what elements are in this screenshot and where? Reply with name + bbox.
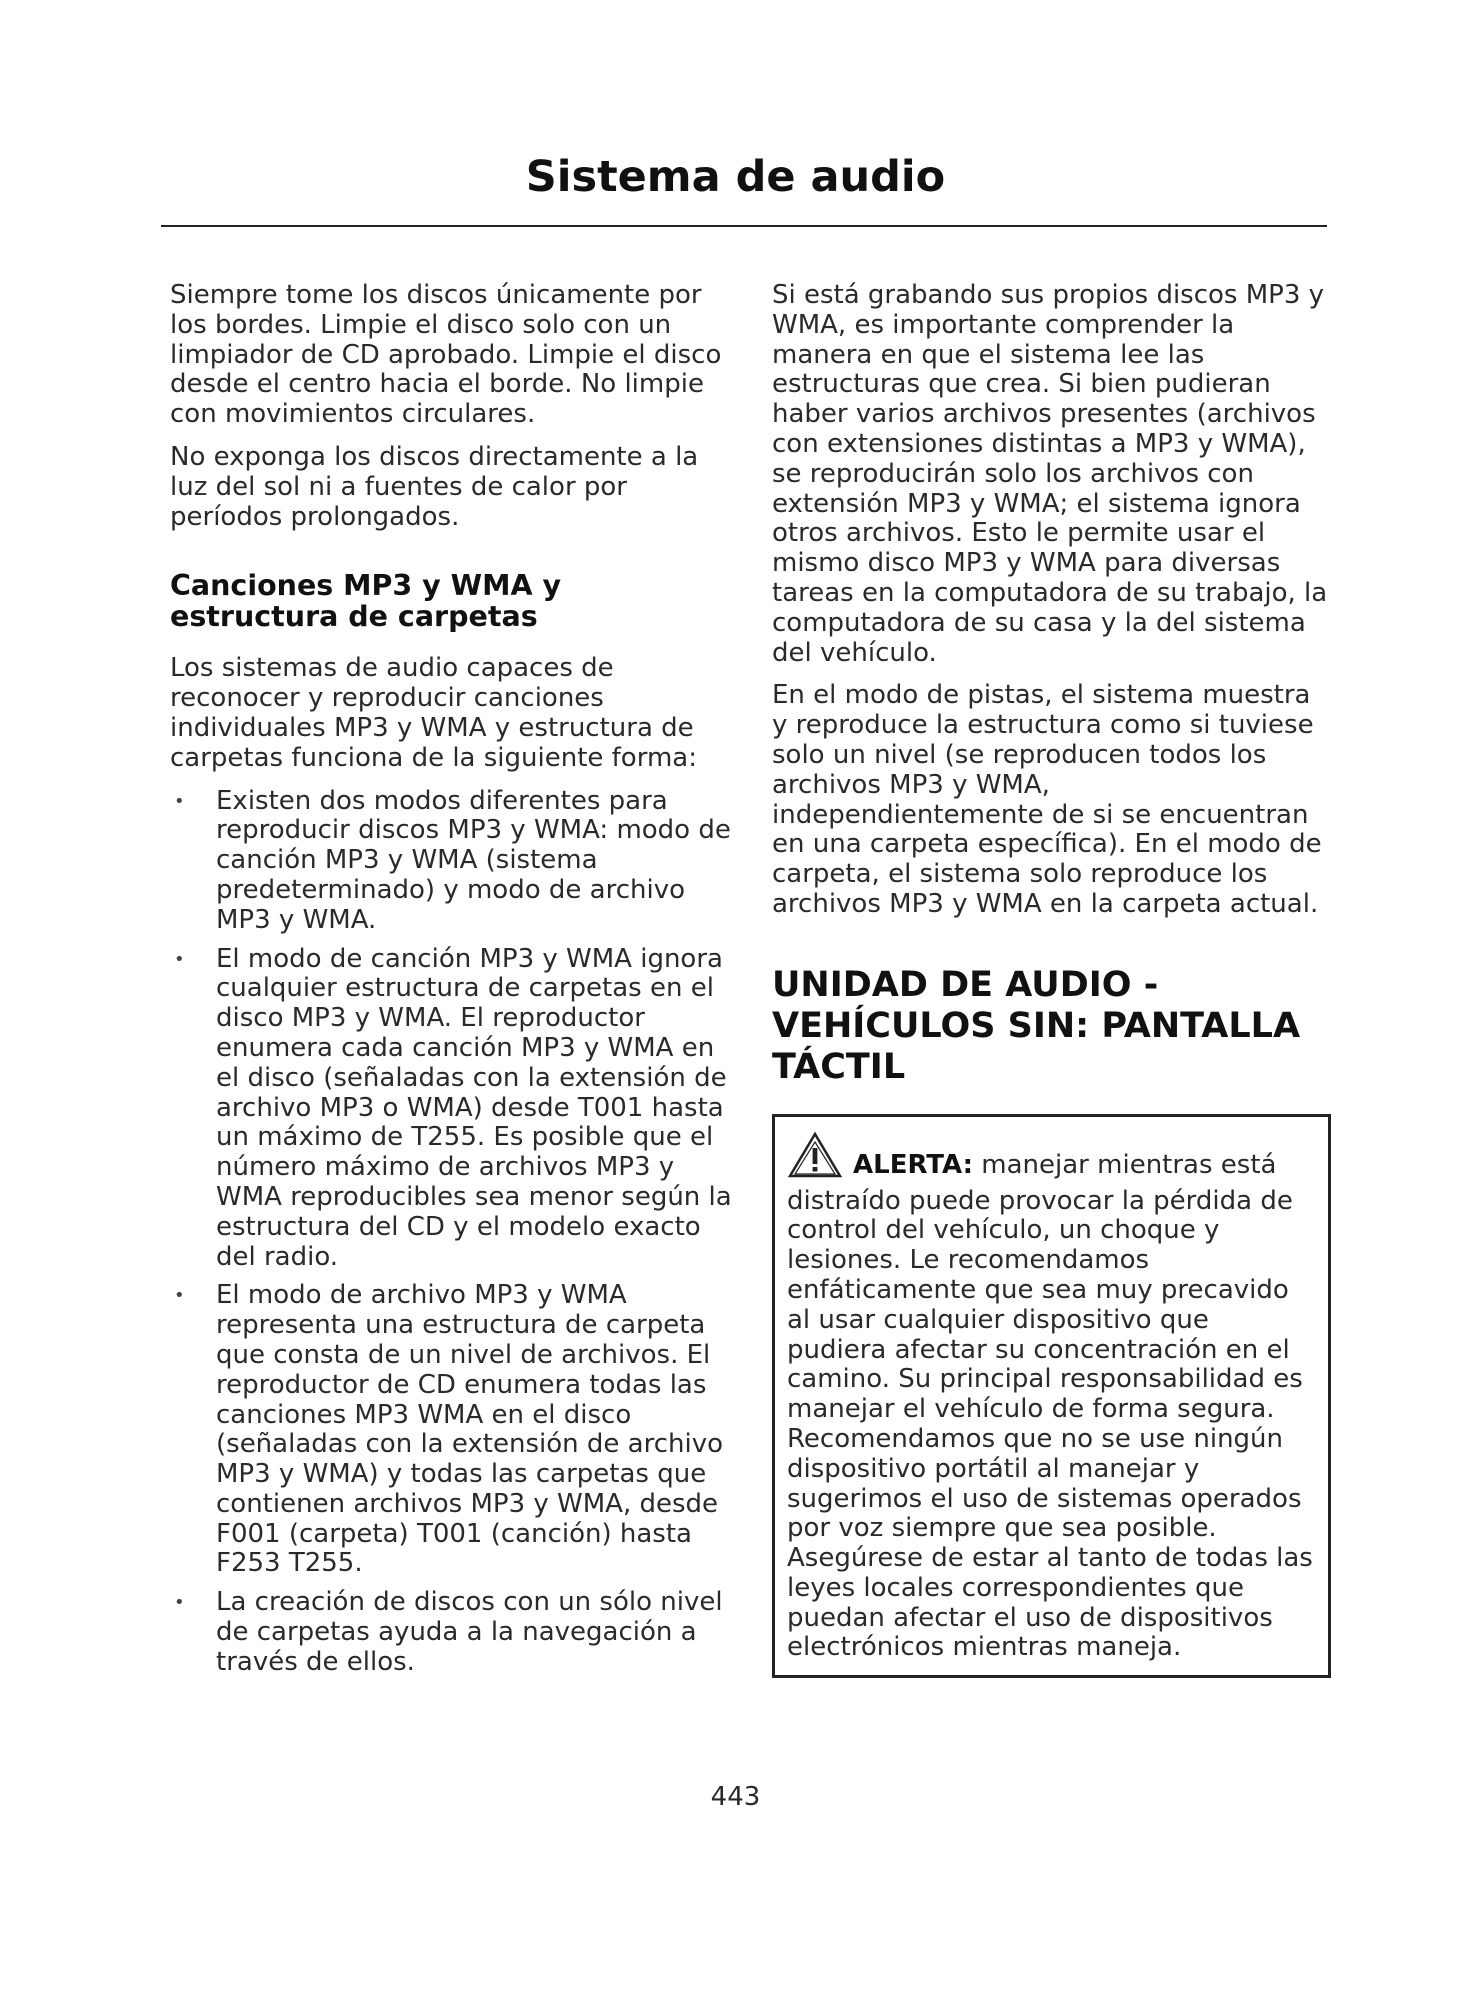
bullet-icon: •	[174, 1592, 185, 1614]
right-column	[772, 281, 1328, 1678]
paragraph: En el modo de pistas, el sistema muestra y reproduce la estructura como si tuviese solo un nivel (se reproducen todos los archivos MP3 y WMA, independientemente de si se encuentran en una carpeta específica). En el modo de carpeta, el sistema solo reproduce los archivos MP3 y WMA en la carpeta actual.	[772, 680, 1322, 919]
left-column	[170, 281, 738, 1687]
list-item-text: La creación de discos con un sólo nivel de carpetas ayuda a la navegación a través de ellos.	[216, 1587, 723, 1677]
paragraph: Siempre tome los discos únicamente por los bordes. Limpie el disco solo con un limpiador de CD aprobado. Limpie el disco desde el centro hacia el borde. No limpie con movimientos circulares.	[170, 280, 722, 430]
list-item	[170, 1588, 738, 1677]
alert-text	[787, 1131, 1316, 1664]
paragraph: No exponga los discos directamente a la luz del sol ni a fuentes de calor por períodos prolongados.	[170, 441, 699, 532]
paragraph: Si está grabando sus propios discos MP3 y WMA, es importante comprender la manera en que el sistema lee las estructuras que crea. Si bien pudieran haber varios archivos presentes (archivos con extensiones distintas a MP3 y WMA), se reproducirán solo los archivos con extensión MP3 y WMA; el sistema ignora otros archivos. Esto le permite usar el mismo disco MP3 y WMA para diversas tareas en la computadora de su trabajo, la computadora de su casa y la del sistema del vehículo.	[772, 280, 1328, 668]
list-item	[170, 1281, 738, 1579]
list-item	[170, 787, 738, 936]
list-item-text: Existen dos modos diferentes para reproducir discos MP3 y WMA: modo de canción MP3 y WMA (sistema predeterminado) y modo de archivo MP3 y WMA.	[216, 785, 731, 935]
intro-paragraph: Los sistemas de audio capaces de reconocer y reproducir canciones individuales MP3 y WMA y estructura de carpetas funciona de la siguiente forma:	[170, 653, 697, 773]
alert-label: ALERTA:	[853, 1149, 974, 1180]
page-number: 443	[710, 1782, 761, 1812]
warning-triangle-icon	[787, 1131, 843, 1187]
page-title: Sistema de audio	[525, 152, 946, 202]
title-divider	[161, 225, 1327, 227]
alert-box	[772, 1114, 1331, 1679]
subheading: Canciones MP3 y WMA y estructura de carpetas	[170, 569, 562, 634]
bullet-list	[170, 787, 738, 1678]
bullet-icon: •	[174, 948, 185, 970]
bullet-icon: •	[174, 1285, 185, 1307]
list-item	[170, 945, 738, 1273]
bullet-icon: •	[174, 790, 185, 812]
list-item-text: El modo de archivo MP3 y WMA representa una estructura de carpeta que consta de un nivel de archivos. El reproductor de CD enumera todas las canciones MP3 WMA en el disco (señaladas con la extensión de archivo MP3 y WMA) y todas las carpetas que contienen archivos MP3 y WMA, desde F001 (carpeta) T001 (canción) hasta F253 T255.	[216, 1280, 723, 1579]
alert-body: manejar mientras está distraído puede provocar la pérdida de control del vehículo, un choque y lesiones. Le recomendamos enfáticamente que sea muy precavido al usar cualquier dispositivo que pudiera afectar su concentración en el camino. Su principal responsabilidad es manejar el vehículo de forma segura. Recomendamos que no se use ningún dispositivo portátil al manejar y sugerimos el uso de sistemas operados por voz siempre que sea posible. Asegúrese de estar al tanto de todas las leyes locales correspondientes que puedan afectar el uso de dispositivos electrónicos mientras maneja.	[787, 1149, 1313, 1663]
list-item-text: El modo de canción MP3 y WMA ignora cualquier estructura de carpetas en el disco MP3 y WMA. El reproductor enumera cada canción MP3 y WMA en el disco (señaladas con la extensión de archivo MP3 o WMA) desde T001 hasta un máximo de T255. Es posible que el número máximo de archivos MP3 y WMA reproducibles sea menor según la estructura del CD y el modelo exacto del radio.	[216, 943, 732, 1272]
section-heading: UNIDAD DE AUDIO - VEHÍCULOS SIN: PANTALLA TÁCTIL	[772, 964, 1301, 1087]
